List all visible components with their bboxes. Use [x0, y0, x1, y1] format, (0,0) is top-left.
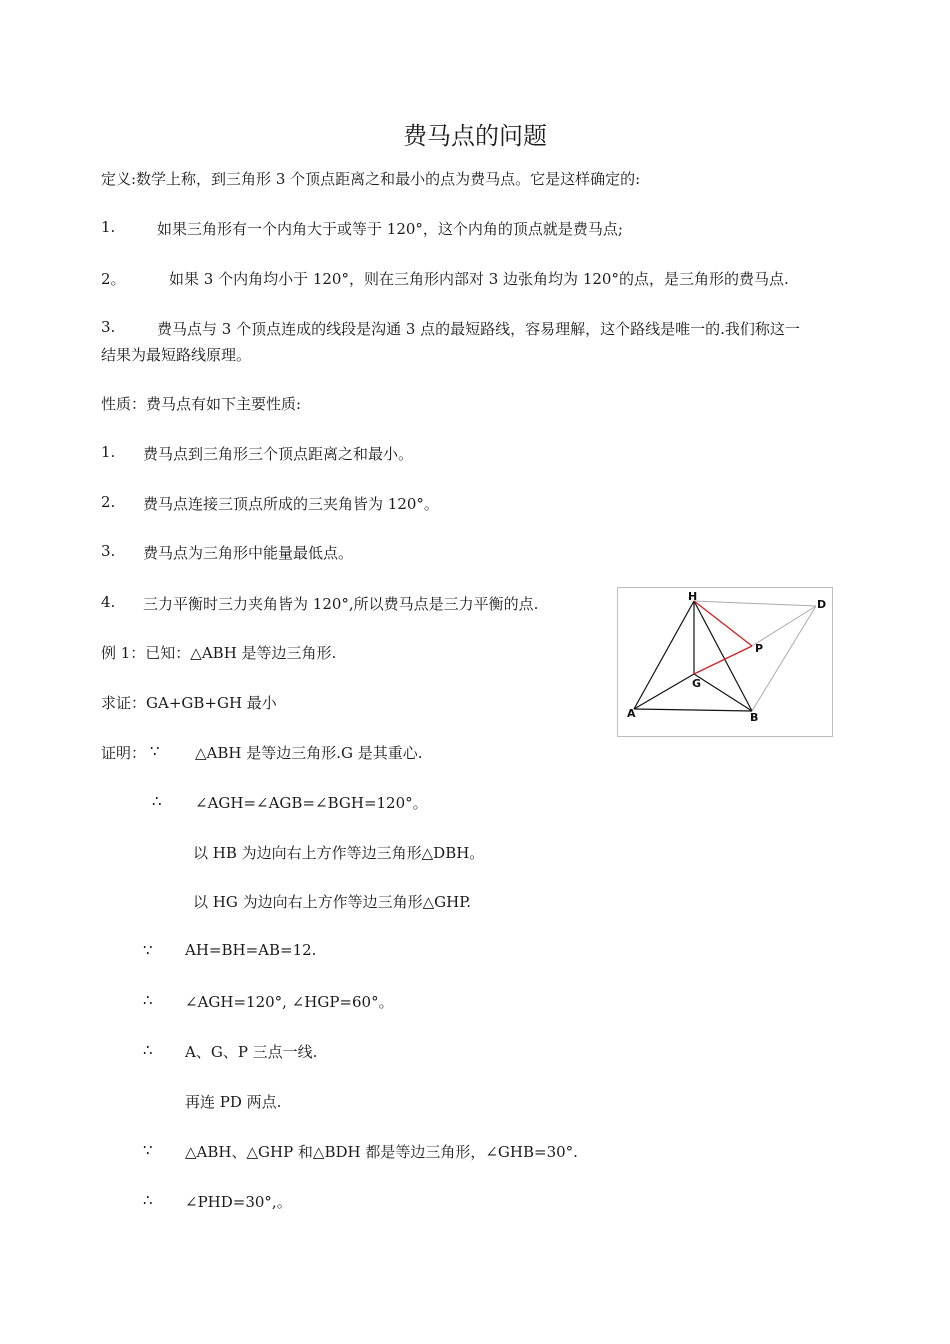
item-number: 1. — [101, 218, 116, 236]
proof-symbol: ∵ — [143, 941, 153, 959]
proof-line: ∠AGH=∠AGB=∠BGH=120°。 — [195, 794, 428, 812]
item-number: 1. — [101, 443, 116, 461]
proof-line: △ABH 是等边三角形.G 是其重心. — [195, 744, 423, 762]
segment-hd — [694, 601, 816, 606]
item-text: 如果 3 个内角均小于 120°，则在三角形内部对 3 边张角均为 120°的点，是三角形的费马点. — [169, 270, 789, 288]
item-text-continued: 结果为最短路线原理。 — [101, 346, 252, 364]
example-statement: 例 1：已知：△ABH 是等边三角形. — [101, 644, 337, 662]
figure-svg — [618, 588, 832, 736]
label-p: P — [755, 642, 764, 655]
geometry-figure — [617, 587, 833, 737]
segment-bd — [752, 606, 816, 711]
prove-statement: 求证：GA+GB+GH 最小 — [101, 694, 277, 712]
item-text: 费马点到三角形三个顶点距离之和最小。 — [143, 445, 414, 463]
properties-title: 性质：费马点有如下主要性质: — [101, 395, 302, 413]
label-h: H — [688, 590, 698, 603]
segment-gp — [694, 646, 752, 674]
item-number: 3. — [101, 318, 116, 336]
segment-pd — [752, 606, 816, 646]
proof-line: ∠PHD=30°,。 — [185, 1193, 292, 1211]
proof-line: AH=BH=AB=12. — [185, 941, 317, 959]
label-g: G — [692, 677, 702, 690]
proof-line: ∠AGH=120°, ∠HGP=60°。 — [185, 993, 394, 1011]
segment-ag — [634, 674, 694, 709]
page-title: 费马点的问题 — [403, 122, 547, 150]
item-text: 费马点为三角形中能量最低点。 — [143, 544, 354, 562]
proof-symbol: ∴ — [143, 1191, 153, 1209]
item-number: 3. — [101, 542, 116, 560]
item-text: 费马点连接三顶点所成的三夹角皆为 120°。 — [143, 495, 439, 513]
item-text: 如果三角形有一个内角大于或等于 120°，这个内角的顶点就是费马点; — [157, 220, 623, 238]
proof-symbol: ∴ — [152, 792, 162, 810]
proof-symbol: ∴ — [143, 991, 153, 1009]
definition-text: 定义:数学上称，到三角形 3 个顶点距离之和最小的点为费马点。它是这样确定的: — [101, 170, 641, 188]
label-a: A — [627, 707, 636, 720]
proof-symbol: ∴ — [143, 1041, 153, 1059]
segment-ah — [634, 601, 694, 709]
label-d: D — [817, 598, 827, 611]
item-number: 4. — [101, 593, 116, 611]
proof-symbol: ∵ — [143, 1141, 153, 1159]
item-text: 三力平衡时三力夹角皆为 120°,所以费马点是三力平衡的点. — [143, 595, 539, 613]
segment-hp — [694, 601, 752, 646]
proof-symbol: ∵ — [150, 742, 160, 760]
segment-gb — [694, 674, 752, 711]
item-number: 2. — [101, 493, 116, 511]
segment-hb — [694, 601, 752, 711]
item-number: 2。 — [101, 270, 126, 288]
proof-line: 再连 PD 两点. — [185, 1093, 282, 1111]
item-text: 费马点与 3 个顶点连成的线段是沟通 3 点的最短路线，容易理解，这个路线是唯一的.我们称这一 — [157, 320, 800, 338]
proof-line: 以 HG 为边向右上方作等边三角形△GHP. — [193, 893, 472, 911]
label-b: B — [750, 711, 759, 724]
proof-label: 证明： — [101, 744, 147, 762]
proof-line: △ABH、△GHP 和△BDH 都是等边三角形，∠GHB=30°. — [185, 1143, 578, 1161]
proof-line: A、G、P 三点一线. — [185, 1043, 318, 1061]
proof-line: 以 HB 为边向右上方作等边三角形△DBH。 — [193, 844, 485, 862]
segment-ab — [634, 709, 752, 711]
